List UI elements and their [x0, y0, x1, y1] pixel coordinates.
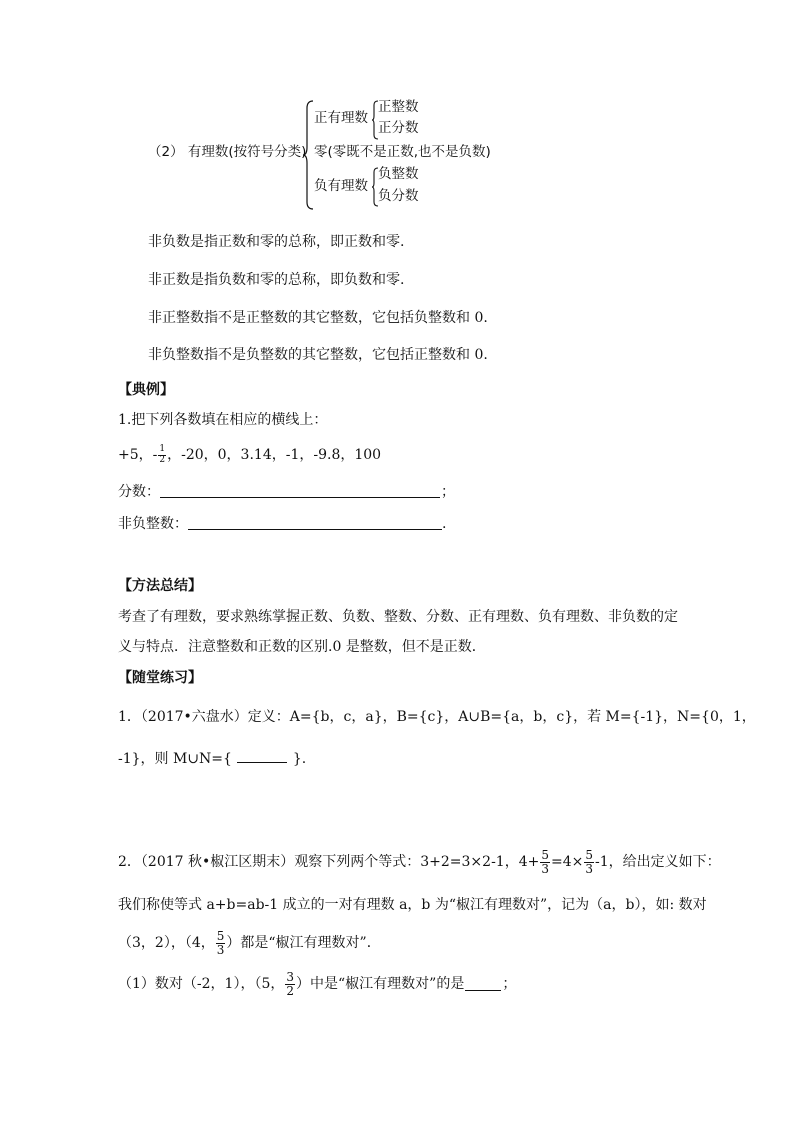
q2-line1-start: 2．（2017 秋•椒江区期末）观察下列两个等式：3+2=3×2-1，4+: [118, 854, 540, 870]
q2-f4-denominator: 2: [286, 983, 294, 998]
practice-q1-line-1: 1．（2017•六盘水）定义：A={b，c，a}，B={c}，A∪B={a，b，c}，若 M={-1}，N={0，1，: [118, 709, 756, 725]
q2-f1-denominator: 3: [541, 861, 549, 876]
q2-f2-numerator: 5: [585, 847, 593, 862]
definition-nonnegative-integer: 非负整数指不是负整数的其它整数，它包括正整数和 0.: [148, 347, 488, 363]
positive-integer-label: 正整数: [378, 99, 419, 115]
practice-heading: 【随堂练习】: [118, 670, 202, 686]
definition-nonnegative: 非负数是指正数和零的总称，即正数和零.: [148, 234, 405, 250]
q1-line2-start: -1}，则 M∪N={: [118, 751, 232, 767]
fraction-end: ；: [441, 484, 455, 500]
practice-q2-line-2: 我们称使等式 a+b=ab-1 成立的一对有理数 a，b 为“椒江有理数对”，记为（a，b），如: 数对: [118, 897, 707, 913]
frac-sign: -: [152, 447, 158, 463]
numbers-after: ，-20，0，3.14，-1，-9.8，100: [167, 447, 382, 463]
q2-f1-numerator: 5: [541, 847, 549, 862]
practice-q1-line-2: [118, 752, 306, 766]
nonneg-int-label: 非负整数：: [118, 516, 188, 532]
q2-line3-start: （3，2），（4，: [118, 935, 215, 951]
q2-fraction-1: [540, 849, 550, 875]
fraction-answer-line[interactable]: [160, 497, 440, 498]
q2-sub1-mid: ）中是“椒江有理数对”的是: [296, 976, 465, 992]
summary-line-1: 考查了有理数，要求熟练掌握正数、负数、整数、分数、正有理数、负有理数、非负数的定: [118, 609, 678, 625]
q2-fraction-4: [285, 971, 295, 997]
q1-line2-end: }.: [292, 751, 307, 767]
q2-f4-numerator: 3: [286, 969, 294, 984]
q2-f3-numerator: 5: [216, 928, 225, 943]
example-question: 1.把下列各数填在相应的横线上：: [118, 412, 328, 428]
positive-rational-label: 正有理数: [314, 110, 368, 126]
outer-brace: [302, 100, 314, 210]
classification-label: （2） 有理数(按符号分类): [148, 144, 307, 160]
q2-sub1-end: ；: [502, 976, 517, 992]
q2-f3-denominator: 3: [216, 942, 225, 957]
numbers-before: +5，: [118, 447, 153, 463]
q2-sub1-start: （1）数对（-2，1），（5，: [118, 976, 285, 992]
definition-nonpositive-integer: 非正整数指不是正整数的其它整数，它包括负整数和 0.: [148, 310, 488, 326]
half-denominator: 2: [159, 454, 166, 465]
fraction-label: 分数：: [118, 484, 160, 500]
nonneg-int-answer-line[interactable]: [188, 529, 442, 530]
zero-label: 零(零既不是正数,也不是负数): [314, 144, 491, 160]
summary-heading: 【方法总结】: [118, 578, 202, 594]
q2-line3-end: ）都是“椒江有理数对”．: [226, 935, 381, 951]
practice-q2-sub-1: [118, 966, 516, 1002]
summary-line-2: 义与特点．注意整数和正数的区别.0 是整数，但不是正数．: [118, 639, 486, 655]
q2-fraction-3: [216, 930, 226, 956]
positive-fraction-label: 正分数: [378, 120, 419, 136]
q2-line1-end: -1，给出定义如下：: [595, 854, 721, 870]
nonneg-int-end: .: [442, 516, 447, 532]
example-heading: 【典例】: [118, 382, 174, 398]
q2-sub1-answer-blank[interactable]: [465, 978, 501, 991]
q2-line1-mid: =4×: [550, 854, 584, 870]
q2-f2-denominator: 3: [585, 861, 593, 876]
practice-q2-line-1: [118, 844, 721, 880]
example-numbers: [118, 444, 381, 466]
half-numerator: 1: [159, 444, 166, 455]
negative-fraction-label: 负分数: [378, 188, 419, 204]
q2-fraction-2: [584, 849, 594, 875]
negative-rational-label: 负有理数: [314, 178, 368, 194]
definition-nonpositive: 非正数是指负数和零的总称，即负数和零.: [148, 272, 405, 288]
half-fraction: [158, 445, 166, 465]
practice-q2-line-3: [118, 925, 381, 961]
q1-answer-blank[interactable]: [237, 752, 287, 763]
negative-integer-label: 负整数: [378, 166, 419, 182]
